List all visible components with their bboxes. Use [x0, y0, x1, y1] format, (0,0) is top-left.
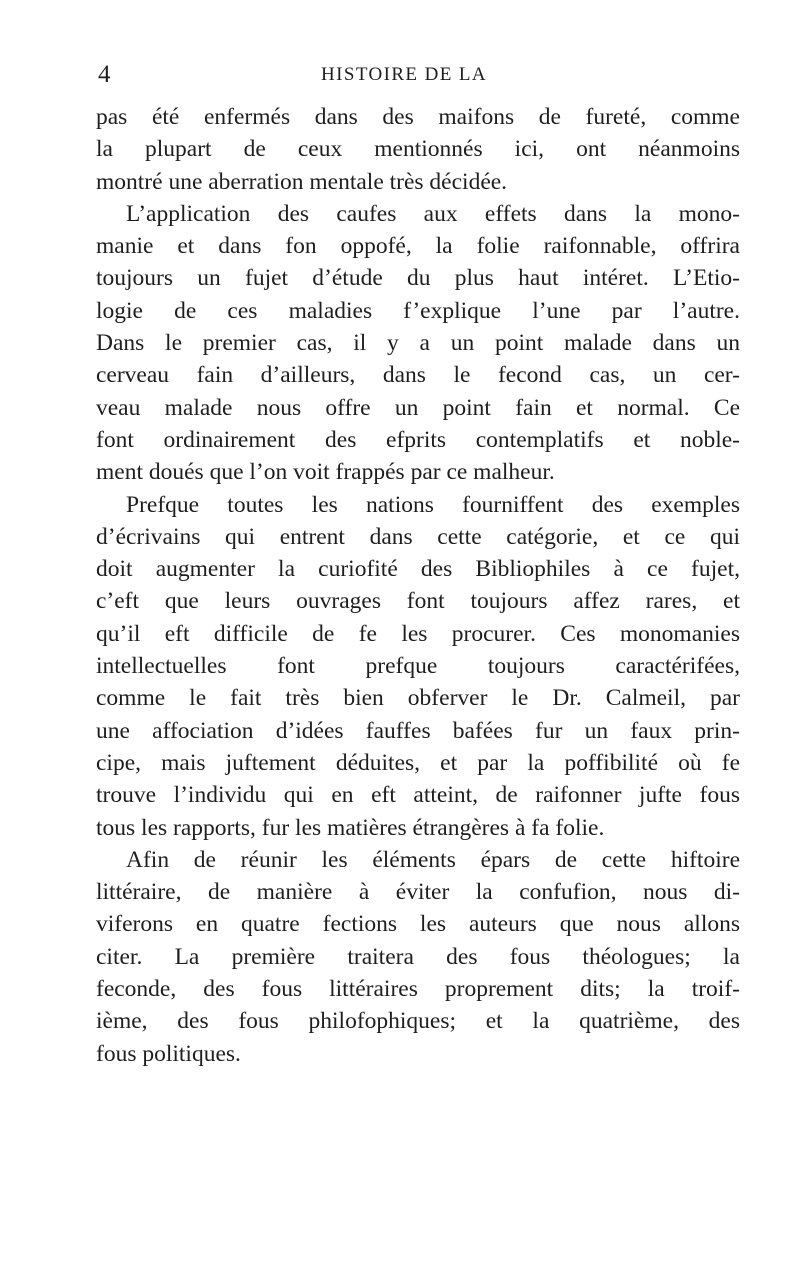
page-header	[84, 60, 724, 90]
text-line: L’application des caufes aux effets dans la mono-	[126, 200, 740, 227]
text-line: viferons en quatre fections les auteurs que nous allons	[96, 911, 740, 938]
text-line: tous les rapports, fur les matières étrangères à fa folie.	[96, 814, 605, 841]
text-line: toujours un fujet d’étude du plus haut intéret. L’Etio-	[96, 265, 740, 292]
body-text	[96, 101, 740, 1070]
text-line: c’eft que leurs ouvrages font toujours affez rares, et	[96, 588, 740, 615]
page-number: 4	[98, 61, 111, 88]
text-line: font ordinairement des efprits contemplatifs et noble-	[96, 426, 740, 453]
text-line: littéraire, de manière à éviter la confufion, nous di-	[96, 879, 740, 906]
text-line: intellectuelles font prefque toujours caractérifées,	[96, 653, 740, 680]
text-line: d’écrivains qui entrent dans cette catégorie, et ce qui	[96, 523, 740, 550]
text-line: doit augmenter la curiofité des Bibliophiles à ce fujet,	[96, 556, 740, 583]
text-line: trouve l’individu qui en eft atteint, de raifonner jufte fous	[96, 782, 740, 809]
text-line: logie de ces maladies f’explique l’une par l’autre.	[96, 297, 740, 324]
text-line: ième, des fous philofophiques; et la quatrième, des	[96, 1008, 740, 1035]
text-line: Dans le premier cas, il y a un point malade dans un	[96, 330, 740, 357]
text-line: une affociation d’idées fauffes bafées fur un faux prin-	[96, 717, 740, 744]
text-line: citer. La première traitera des fous théologues; la	[96, 943, 740, 970]
text-line: montré une aberration mentale très décidée.	[96, 168, 508, 195]
running-head: HISTOIRE DE LA	[321, 64, 487, 85]
text-line: Prefque toutes les nations fourniffent des exemples	[126, 491, 740, 518]
text-line: pas été enfermés dans des maifons de fureté, comme	[96, 104, 740, 130]
text-line: veau malade nous offre un point fain et normal. Ce	[96, 394, 740, 421]
text-line: la plupart de ceux mentionnés ici, ont néanmoins	[96, 136, 740, 163]
text-line: cerveau fain d’ailleurs, dans le fecond cas, un cer-	[96, 362, 740, 389]
text-line: cipe, mais juftement déduites, et par la poffibilité où fe	[96, 749, 740, 776]
text-line: manie et dans fon oppofé, la folie raifonnable, offrira	[96, 233, 740, 260]
text-line: ment doués que l’on voit frappés par ce malheur.	[96, 459, 555, 486]
text-line: feconde, des fous littéraires proprement dits; la troif-	[96, 976, 740, 1003]
text-line: fous politiques.	[96, 1040, 241, 1067]
text-line: qu’il eft difficile de fe les procurer. Ces monomanies	[96, 620, 740, 647]
text-line: Afin de réunir les éléments épars de cette hiftoire	[126, 846, 740, 873]
text-line: comme le fait très bien obferver le Dr. Calmeil, par	[96, 685, 740, 712]
